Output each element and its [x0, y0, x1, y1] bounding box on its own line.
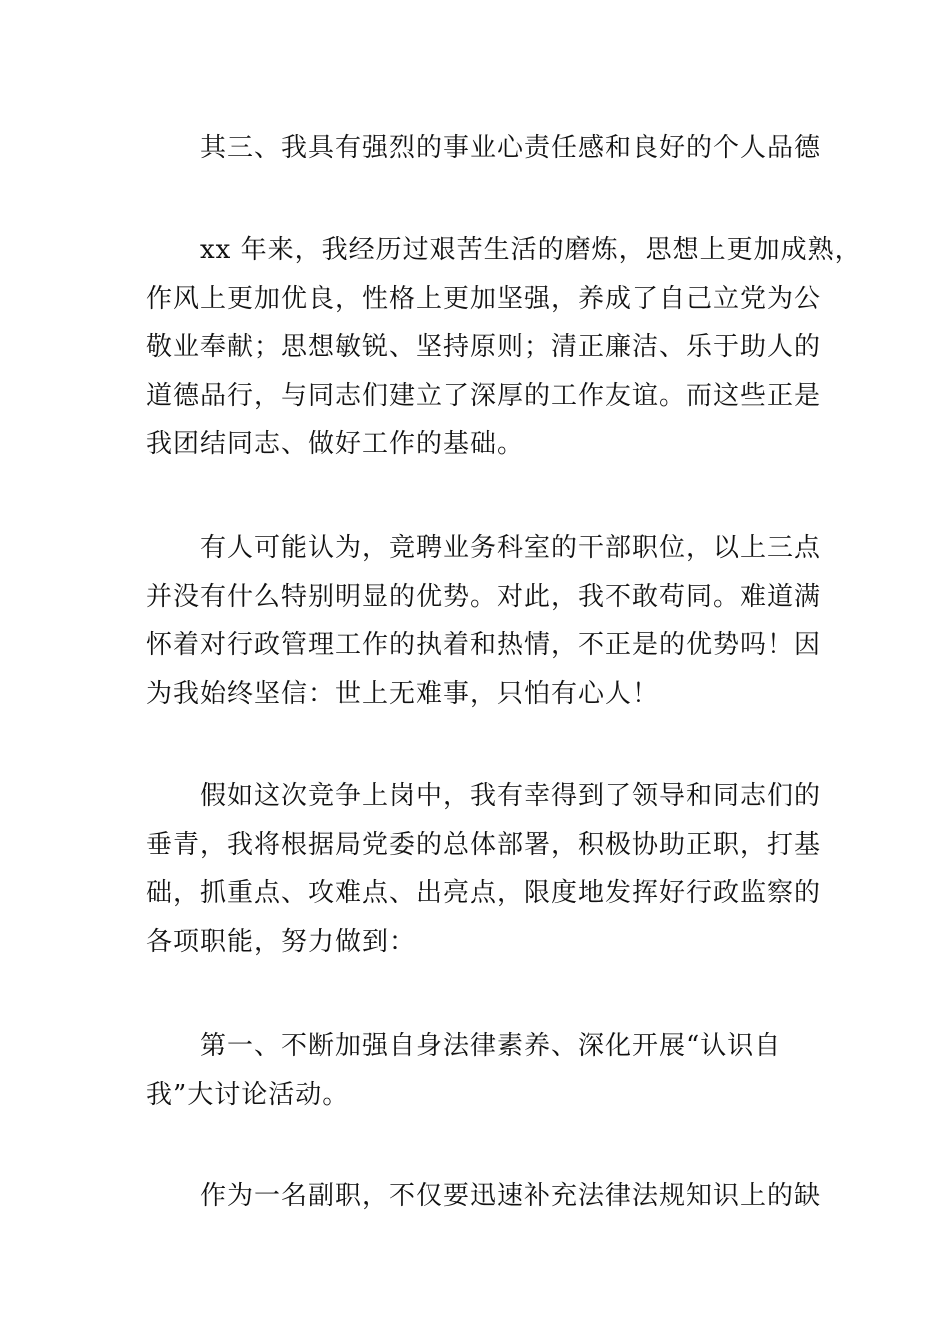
paragraph-2	[146, 226, 862, 469]
text-line: xx 年来，我经历过艰苦生活的磨炼，思想上更加成熟，	[200, 235, 862, 265]
paragraph-1	[146, 124, 826, 173]
text-line: 我”大讨论活动。	[146, 1079, 350, 1110]
paragraph-4	[146, 772, 826, 966]
text-line: 为我始终坚信：世上无难事，只怕有心人！	[146, 678, 660, 709]
text-line: 各项职能，努力做到：	[146, 926, 417, 957]
text-line: 作风上更加优良，性格上更加坚强，养成了自己立党为公	[146, 283, 822, 314]
text-line: 础，抓重点、攻难点、出亮点，限度地发挥好行政监察的	[146, 878, 822, 908]
paragraph-3	[146, 524, 826, 718]
text-line: 有人可能认为，竞聘业务科室的干部职位，以上三点	[200, 533, 822, 563]
paragraph-6	[146, 1172, 826, 1221]
text-line: 敬业奉献；思想敏锐、坚持原则；清正廉洁、乐于助人的	[146, 332, 822, 362]
text-line: 垂青，我将根据局党委的总体部署，积极协助正职，打基	[146, 829, 822, 860]
text-line: 其三、我具有强烈的事业心责任感和良好的个人品德	[200, 133, 822, 163]
text-line: 第一、不断加强自身法律素养、深化开展“认识自	[200, 1031, 782, 1061]
text-line: 怀着对行政管理工作的执着和热情，不正是的优势吗！因	[146, 630, 822, 660]
text-line: 并没有什么特别明显的优势。对此，我不敢苟同。难道满	[146, 581, 822, 612]
text-line: 作为一名副职，不仅要迅速补充法律法规知识上的缺	[200, 1181, 822, 1211]
text-line: 我团结同志、做好工作的基础。	[146, 429, 525, 459]
text-line: 假如这次竞争上岗中，我有幸得到了领导和同志们的	[200, 781, 822, 811]
paragraph-5	[146, 1022, 826, 1119]
text-line: 道德品行，与同志们建立了深厚的工作友谊。而这些正是	[146, 380, 822, 411]
